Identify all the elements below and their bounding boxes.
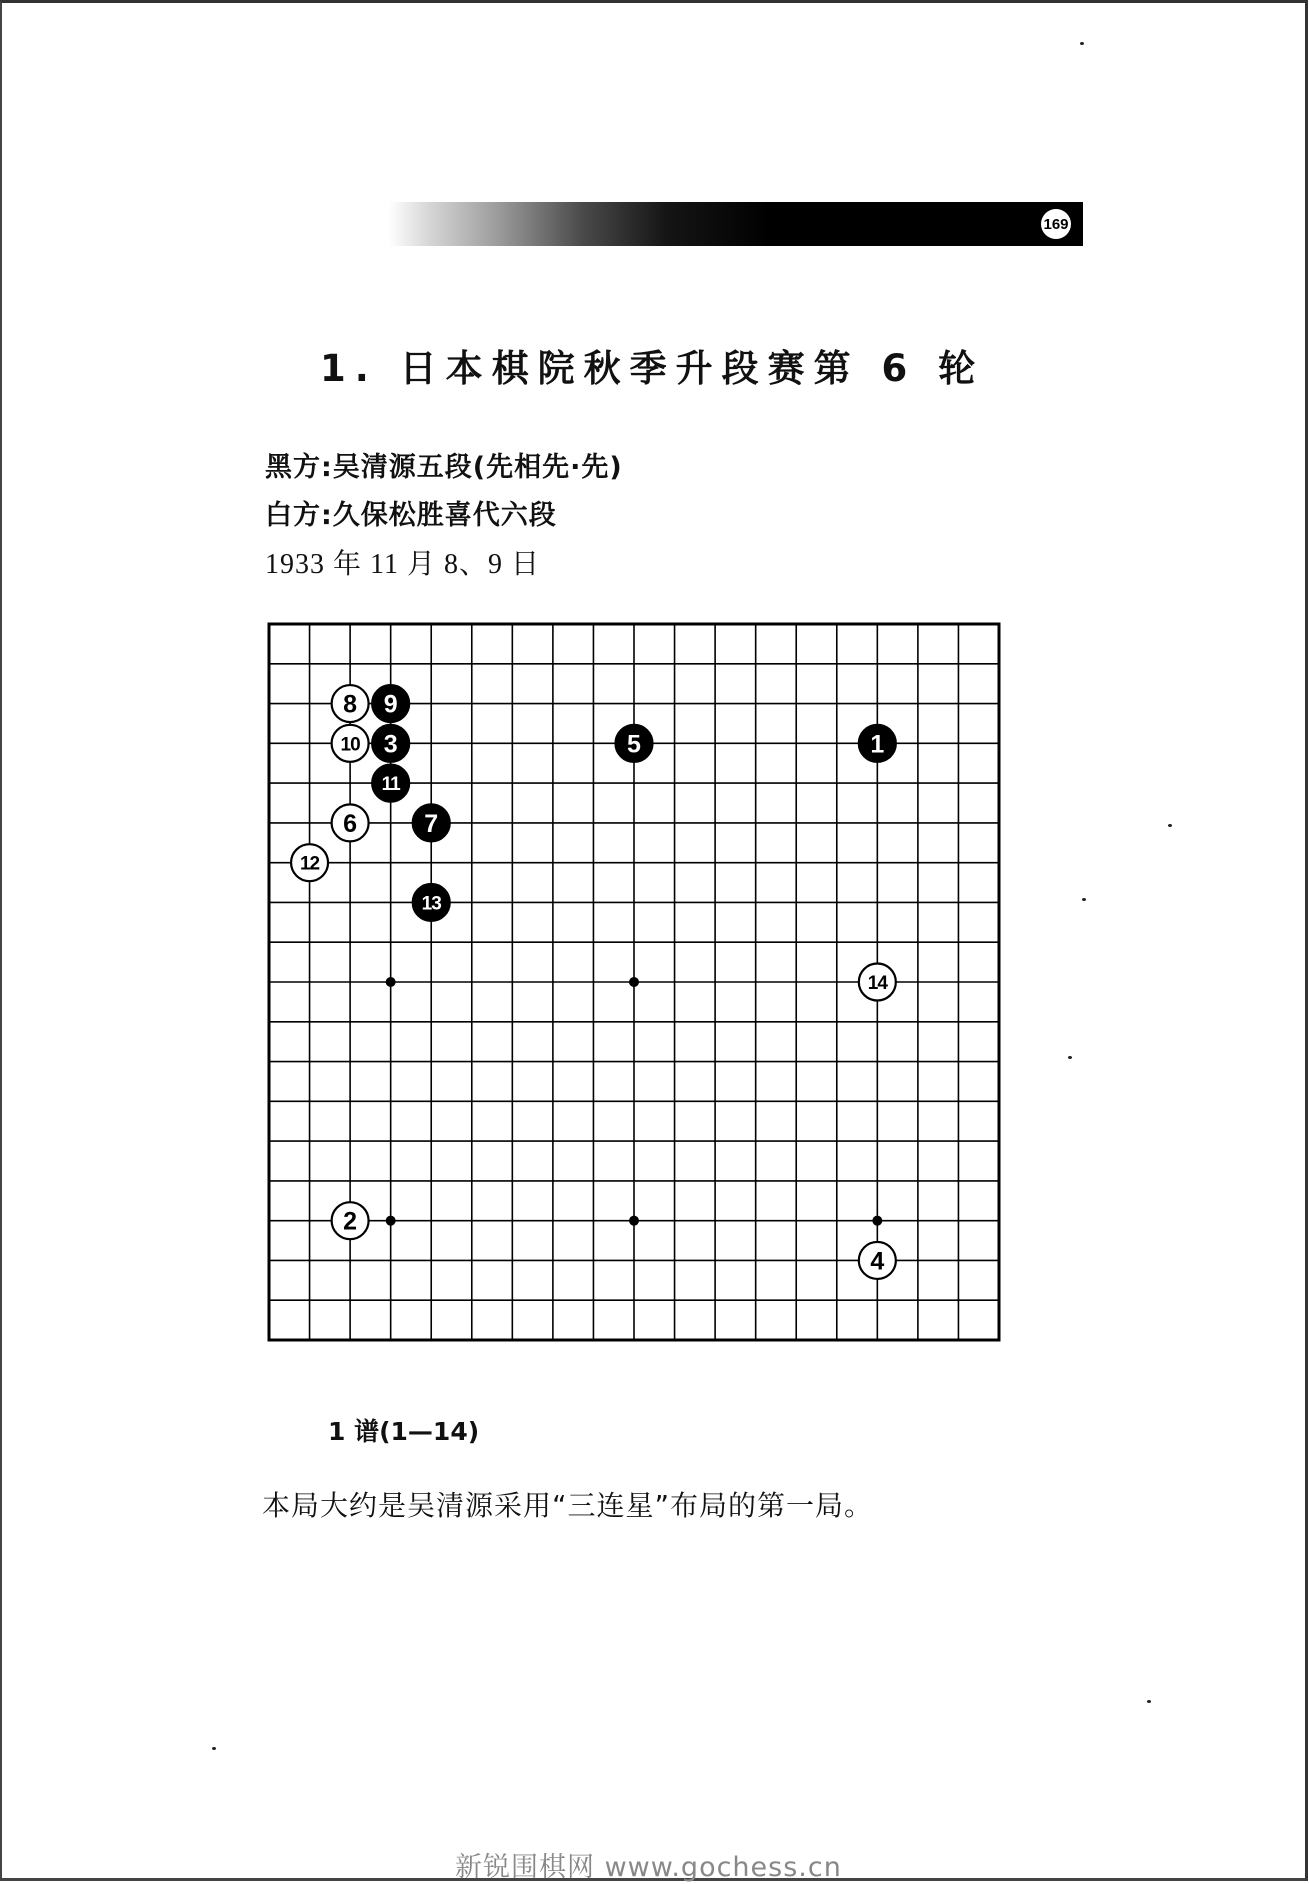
stone-black-1	[859, 725, 896, 762]
stone-white-14	[859, 964, 896, 1001]
move-number: 9	[383, 690, 398, 719]
star-point	[872, 1216, 882, 1226]
star-point	[629, 1216, 639, 1226]
move-number: 4	[870, 1247, 885, 1276]
move-number: 2	[343, 1207, 358, 1236]
page-title: 1. 日本棋院秋季升段赛第 6 轮	[320, 347, 985, 390]
stone-black-11	[372, 765, 409, 802]
scan-speck	[1168, 824, 1172, 827]
move-number: 8	[343, 690, 358, 719]
commentary-text: 本局大约是吴清源采用“三连星”布局的第一局。	[262, 1489, 874, 1522]
stone-white-12	[291, 844, 328, 881]
scan-speck	[1068, 1056, 1072, 1059]
stone-black-5	[616, 725, 653, 762]
watermark: 新锐围棋网 www.gochess.cn	[455, 1852, 842, 1883]
move-number: 13	[421, 893, 441, 915]
move-number: 12	[299, 853, 320, 875]
star-point	[629, 977, 639, 987]
white-player: 白方:久保松胜喜代六段	[265, 500, 557, 531]
scan-speck	[212, 1747, 216, 1750]
stone-white-2	[332, 1202, 369, 1239]
stone-white-6	[332, 804, 369, 841]
scan-speck	[1147, 1700, 1151, 1703]
stone-white-4	[859, 1242, 896, 1279]
move-number: 6	[343, 809, 358, 838]
star-point	[386, 1216, 396, 1226]
move-number: 10	[340, 734, 360, 756]
scan-speck	[1082, 898, 1086, 901]
move-number: 14	[867, 973, 887, 994]
page-number: 169	[1041, 209, 1071, 239]
star-point	[386, 977, 396, 987]
game-date: 1933 年 11 月 8、9 日	[265, 549, 540, 580]
move-number: 5	[627, 730, 641, 759]
move-number: 1	[870, 730, 885, 759]
stone-black-3	[372, 725, 409, 762]
move-number: 7	[424, 809, 439, 838]
diagram-caption: 1 谱(1—14)	[328, 1417, 480, 1446]
move-number: 11	[381, 774, 400, 796]
stone-white-10	[332, 725, 369, 762]
scan-speck	[1080, 42, 1084, 45]
stone-black-13	[413, 884, 450, 921]
stone-white-8	[332, 685, 369, 722]
stone-black-7	[413, 804, 450, 841]
move-number: 3	[383, 730, 398, 759]
black-player: 黑方:吴清源五段(先相先·先)	[265, 452, 623, 483]
stone-black-9	[372, 685, 409, 722]
